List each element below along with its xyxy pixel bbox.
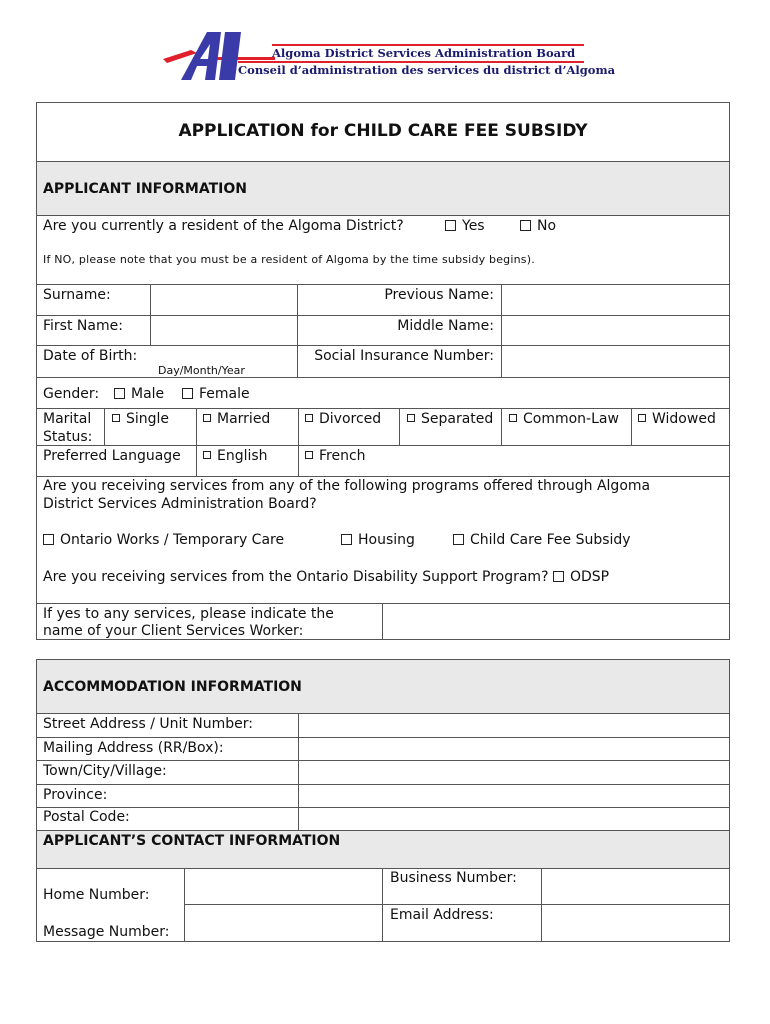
checkbox-icon[interactable] [638,414,646,422]
checkbox-icon[interactable] [43,534,54,545]
marital-label-line1: Marital [43,411,92,427]
program-ontario-works-option[interactable]: Ontario Works / Temporary Care [43,532,284,549]
program-child-care-option[interactable]: Child Care Fee Subsidy [453,532,631,549]
province-label: Province: [43,787,108,803]
street-field[interactable] [299,714,729,737]
checkbox-icon[interactable] [305,451,313,459]
divider [36,215,730,216]
client-services-worker-field[interactable] [383,604,729,639]
org-name-fr: Conseil d’administration des services du district d’Algoma [238,63,616,77]
sin-field[interactable] [502,346,729,376]
contact-heading: APPLICANT’S CONTACT INFORMATION [43,833,341,849]
divider [196,408,197,476]
divider [382,868,383,942]
marital-divorced-option[interactable]: Divorced [305,411,381,428]
home-number-label: Home Number: [43,887,150,903]
marital-label-line2: Status: [43,429,93,445]
preferred-language-label: Preferred Language [43,448,181,464]
business-number-field[interactable] [542,869,729,904]
message-number-field[interactable] [185,905,382,941]
checkbox-icon[interactable] [203,414,211,422]
divider [36,377,730,378]
odsp-option[interactable]: ODSP [553,569,609,585]
postal-label: Postal Code: [43,809,130,825]
middle-name-label: Middle Name: [397,318,494,334]
checkbox-icon[interactable] [112,414,120,422]
checkbox-icon[interactable] [553,571,564,582]
marital-married-option[interactable]: Married [203,411,270,428]
worker-label-line2: name of your Client Services Worker: [43,623,304,639]
checkbox-icon[interactable] [520,220,531,231]
gender-female-option[interactable]: Female [182,386,250,403]
province-field[interactable] [299,785,729,807]
odsp-question: Are you receiving services from the Ontario Disability Support Program? ODSP [43,569,610,585]
business-number-label: Business Number: [390,870,517,886]
mailing-label: Mailing Address (RR/Box): [43,740,224,756]
middle-name-field[interactable] [502,316,729,345]
checkbox-icon[interactable] [182,388,193,399]
checkbox-icon[interactable] [509,414,517,422]
checkbox-icon[interactable] [341,534,352,545]
language-french-option[interactable]: French [305,448,366,465]
message-number-label: Message Number: [43,924,170,940]
applicant-heading: APPLICANT INFORMATION [43,181,247,197]
divider [36,476,730,477]
marital-separated-option[interactable]: Separated [407,411,493,428]
language-english-option[interactable]: English [203,448,268,465]
marital-common-law-option[interactable]: Common-Law [509,411,619,428]
org-name-en: Algoma District Services Administration Board [272,46,576,60]
form-title: APPLICATION for CHILD CARE FEE SUBSIDY [178,121,588,141]
resident-question: Are you currently a resident of the Algoma District? [43,218,404,234]
street-label: Street Address / Unit Number: [43,716,254,732]
checkbox-icon[interactable] [203,451,211,459]
resident-no-option[interactable]: No [520,218,556,235]
email-label: Email Address: [390,907,494,923]
gender-male-option[interactable]: Male [114,386,164,403]
town-label: Town/City/Village: [43,763,167,779]
divider [36,408,730,409]
divider [501,408,502,445]
programs-question-line1: Are you receiving services from any of the following programs offered through Algoma [43,478,651,494]
checkbox-icon[interactable] [114,388,125,399]
marital-widowed-option[interactable]: Widowed [638,411,716,428]
surname-field[interactable] [151,285,297,315]
resident-yes-option[interactable]: Yes [445,218,485,235]
programs-question-line2: District Services Administration Board? [43,496,317,512]
checkbox-icon[interactable] [453,534,464,545]
divider [36,445,730,446]
mailing-field[interactable] [299,738,729,760]
dob-label: Date of Birth: [43,348,138,364]
email-field[interactable] [542,905,729,941]
dob-hint: Day/Month/Year [158,364,245,377]
previous-name-field[interactable] [502,285,729,315]
previous-name-label: Previous Name: [384,287,494,303]
first-name-label: First Name: [43,318,123,334]
town-field[interactable] [299,761,729,784]
divider [104,408,105,445]
gender-label: Gender: [43,386,100,402]
checkbox-icon[interactable] [445,220,456,231]
program-housing-option[interactable]: Housing [341,532,415,549]
resident-note: If NO, please note that you must be a resident of Algoma by the time subsidy begins). [43,253,535,266]
divider [399,408,400,445]
checkbox-icon[interactable] [305,414,313,422]
home-number-field[interactable] [185,869,382,904]
surname-label: Surname: [43,287,111,303]
first-name-field[interactable] [151,316,297,345]
postal-field[interactable] [299,808,729,830]
divider [631,408,632,445]
checkbox-icon[interactable] [407,414,415,422]
marital-single-option[interactable]: Single [112,411,169,428]
divider [298,408,299,476]
sin-label: Social Insurance Number: [314,348,494,364]
worker-label-line1: If yes to any services, please indicate the [43,606,334,622]
accommodation-heading: ACCOMMODATION INFORMATION [43,679,302,695]
